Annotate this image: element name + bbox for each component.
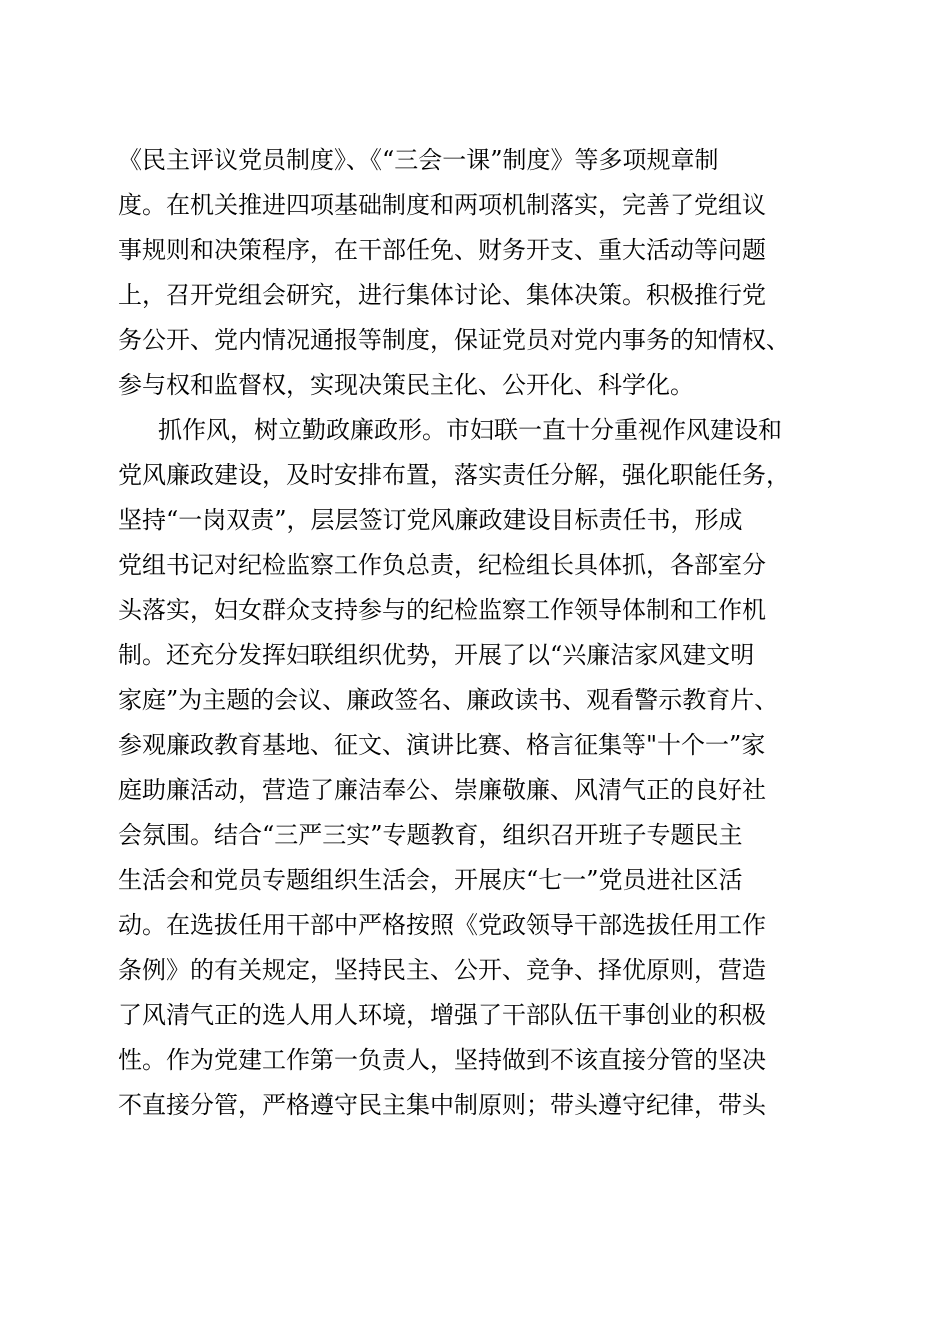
text-line: 上，召开党组会研究，进行集体讨论、集体决策。积极推行党 — [118, 281, 766, 309]
text-line: 条例》的有关规定，坚持民主、公开、竞争、择优原则，营造 — [118, 956, 766, 984]
text-line: 参观廉政教育基地、征文、演讲比赛、格言征集等"十个一”家 — [118, 731, 766, 759]
text-line: 了风清气正的选人用人环境，增强了干部队伍干事创业的积极 — [118, 1001, 766, 1029]
text-line: 性。作为党建工作第一负责人，坚持做到不该直接分管的坚决 — [118, 1046, 766, 1074]
text-line: 头落实，妇女群众支持参与的纪检监察工作领导体制和工作机 — [118, 596, 766, 624]
text-line: 事规则和决策程序，在干部任免、财务开支、重大活动等问题 — [118, 236, 766, 264]
text-line: 会氛围。结合“三严三实”专题教育，组织召开班子专题民主 — [118, 821, 743, 849]
text-line: 务公开、党内情况通报等制度，保证党员对党内事务的知情权、 — [118, 326, 790, 354]
text-line: 制。还充分发挥妇联组织优势，开展了以“兴廉洁家风建文明 — [118, 641, 755, 669]
text-line: 《民主评议党员制度》、《“三会一课”制度》等多项规章制 — [118, 146, 719, 174]
text-line: 党风廉政建设，及时安排布置，落实责任分解，强化职能任务， — [118, 461, 790, 489]
text-line: 党组书记对纪检监察工作负总责，纪检组长具体抓，各部室分 — [118, 551, 766, 579]
text-line: 参与权和监督权，实现决策民主化、公开化、科学化。 — [118, 371, 694, 399]
text-line: 庭助廉活动，营造了廉洁奉公、崇廉敬廉、风清气正的良好社 — [118, 776, 766, 804]
text-line: 抓作风，树立勤政廉政形。市妇联一直十分重视作风建设和 — [158, 416, 782, 444]
text-line: 生活会和党员专题组织生活会，开展庆“七一”党员进社区活 — [118, 866, 743, 894]
text-line: 家庭”为主题的会议、廉政签名、廉政读书、观看警示教育片、 — [118, 686, 779, 714]
text-line: 动。在选拔任用干部中严格按照《党政领导干部选拔任用工作 — [118, 911, 766, 939]
text-line: 不直接分管，严格遵守民主集中制原则；带头遵守纪律，带头 — [118, 1091, 766, 1119]
text-line: 坚持“一岗双责”，层层签订党风廉政建设目标责任书，形成 — [118, 506, 743, 534]
text-line: 度。在机关推进四项基础制度和两项机制落实，完善了党组议 — [118, 191, 766, 219]
